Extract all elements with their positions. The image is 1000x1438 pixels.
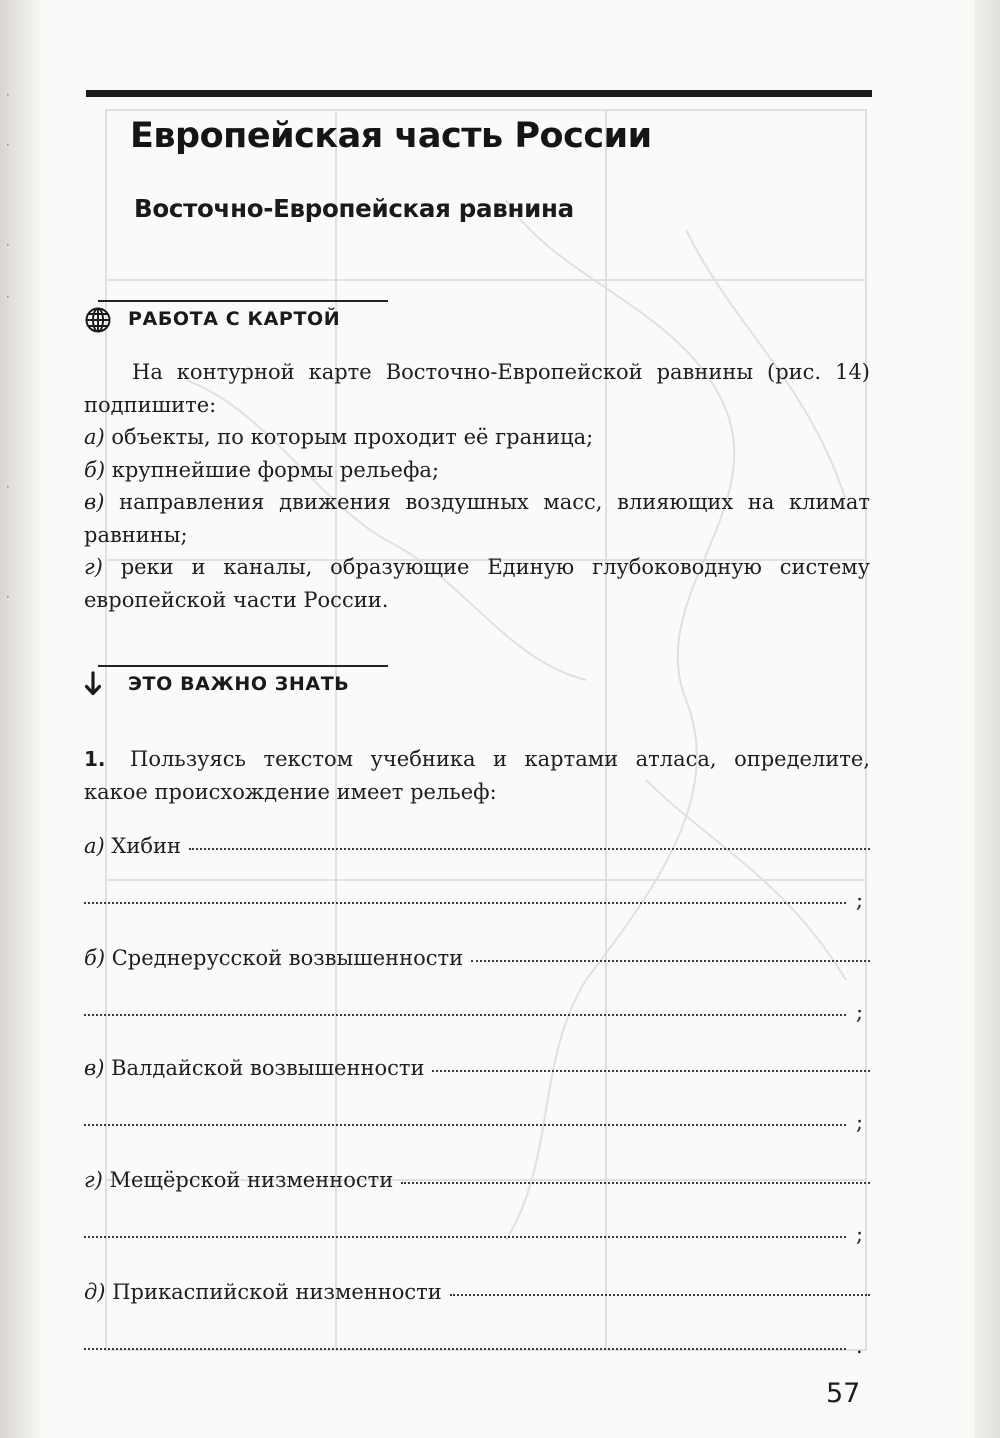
task-item: [84, 486, 870, 551]
answer-field[interactable]: [84, 1010, 846, 1016]
answer-label: д) Прикаспийской низменности: [84, 1280, 442, 1304]
item-marker: г): [84, 555, 103, 579]
answer-label: б) Среднерусской возвышенности: [84, 946, 464, 970]
answer-label: г) Мещёрской низменности: [84, 1168, 394, 1192]
gutter-mark: ·: [6, 138, 10, 152]
item-marker: в): [84, 490, 105, 514]
answer-line[interactable]: [84, 824, 870, 858]
page-edge-shadow: [974, 0, 1000, 1438]
item-marker: а): [84, 425, 105, 449]
gutter-mark: ·: [6, 238, 10, 252]
answer-end: .: [856, 1334, 863, 1358]
answer-field[interactable]: [84, 1120, 846, 1126]
top-rule: [86, 90, 872, 97]
answer-field[interactable]: [189, 844, 870, 850]
page-subtitle: Восточно-Европейская равнина: [134, 194, 574, 223]
answer-field[interactable]: [84, 898, 846, 904]
question-number: 1.: [84, 747, 106, 771]
answer-line[interactable]: [84, 1100, 870, 1134]
answer-field[interactable]: [432, 1066, 870, 1072]
answer-line[interactable]: [84, 878, 870, 912]
answer-end: ;: [856, 1110, 864, 1134]
answer-line[interactable]: [84, 990, 870, 1024]
section-label: РАБОТА С КАРТОЙ: [128, 308, 341, 330]
task-item: [84, 421, 870, 454]
answer-field[interactable]: [84, 1232, 846, 1238]
answer-line[interactable]: [84, 1212, 870, 1246]
section-rule: [98, 665, 388, 667]
map-task-text: [84, 356, 870, 616]
item-text: крупнейшие формы рельефа;: [111, 457, 440, 482]
globe-icon: [84, 306, 112, 334]
answer-end: ;: [856, 1000, 864, 1024]
answer-line[interactable]: [84, 1270, 870, 1304]
answer-field[interactable]: [450, 1290, 870, 1296]
question-text: Пользуясь текстом учебника и картами атласа, определите, какое происхождение имеет рельеф:: [84, 747, 870, 804]
section-label: ЭТО ВАЖНО ЗНАТЬ: [128, 673, 350, 695]
page-title: Европейская часть России: [130, 116, 652, 156]
item-text: реки и каналы, образующие Единую глубоководную систему европейской части России.: [84, 555, 870, 612]
item-text: направления движения воздушных масс, влияющих на климат равнины;: [84, 490, 870, 547]
arrow-down-icon: [84, 671, 112, 699]
task-intro: На контурной карте Восточно-Европейской равнины (рис. 14) подпишите:: [84, 360, 870, 417]
question-1: [84, 743, 870, 808]
answer-end: ;: [856, 888, 864, 912]
page-binding-shadow: [0, 0, 42, 1438]
important-heading: [84, 665, 384, 705]
gutter-mark: ·: [6, 590, 10, 604]
answer-line[interactable]: [84, 936, 870, 970]
page-number: 57: [826, 1378, 861, 1409]
answer-label: в) Валдайской возвышенности: [84, 1056, 425, 1080]
answer-line[interactable]: [84, 1324, 870, 1358]
gutter-mark: ·: [6, 88, 10, 102]
section-rule: [98, 300, 388, 302]
task-item: [84, 551, 870, 616]
gutter-mark: ·: [6, 480, 10, 494]
map-work-heading: [84, 300, 384, 340]
gutter-mark: ·: [6, 290, 10, 304]
item-text: объекты, по которым проходит её граница;: [111, 425, 594, 449]
answer-field[interactable]: [471, 956, 870, 962]
answer-end: ;: [856, 1222, 864, 1246]
answer-field[interactable]: [401, 1178, 870, 1184]
task-item: [84, 454, 870, 487]
answer-label: а) Хибин: [84, 834, 181, 858]
item-marker: б): [84, 457, 106, 482]
answer-line[interactable]: [84, 1158, 870, 1192]
answer-line[interactable]: [84, 1046, 870, 1080]
answer-field[interactable]: [84, 1344, 846, 1350]
